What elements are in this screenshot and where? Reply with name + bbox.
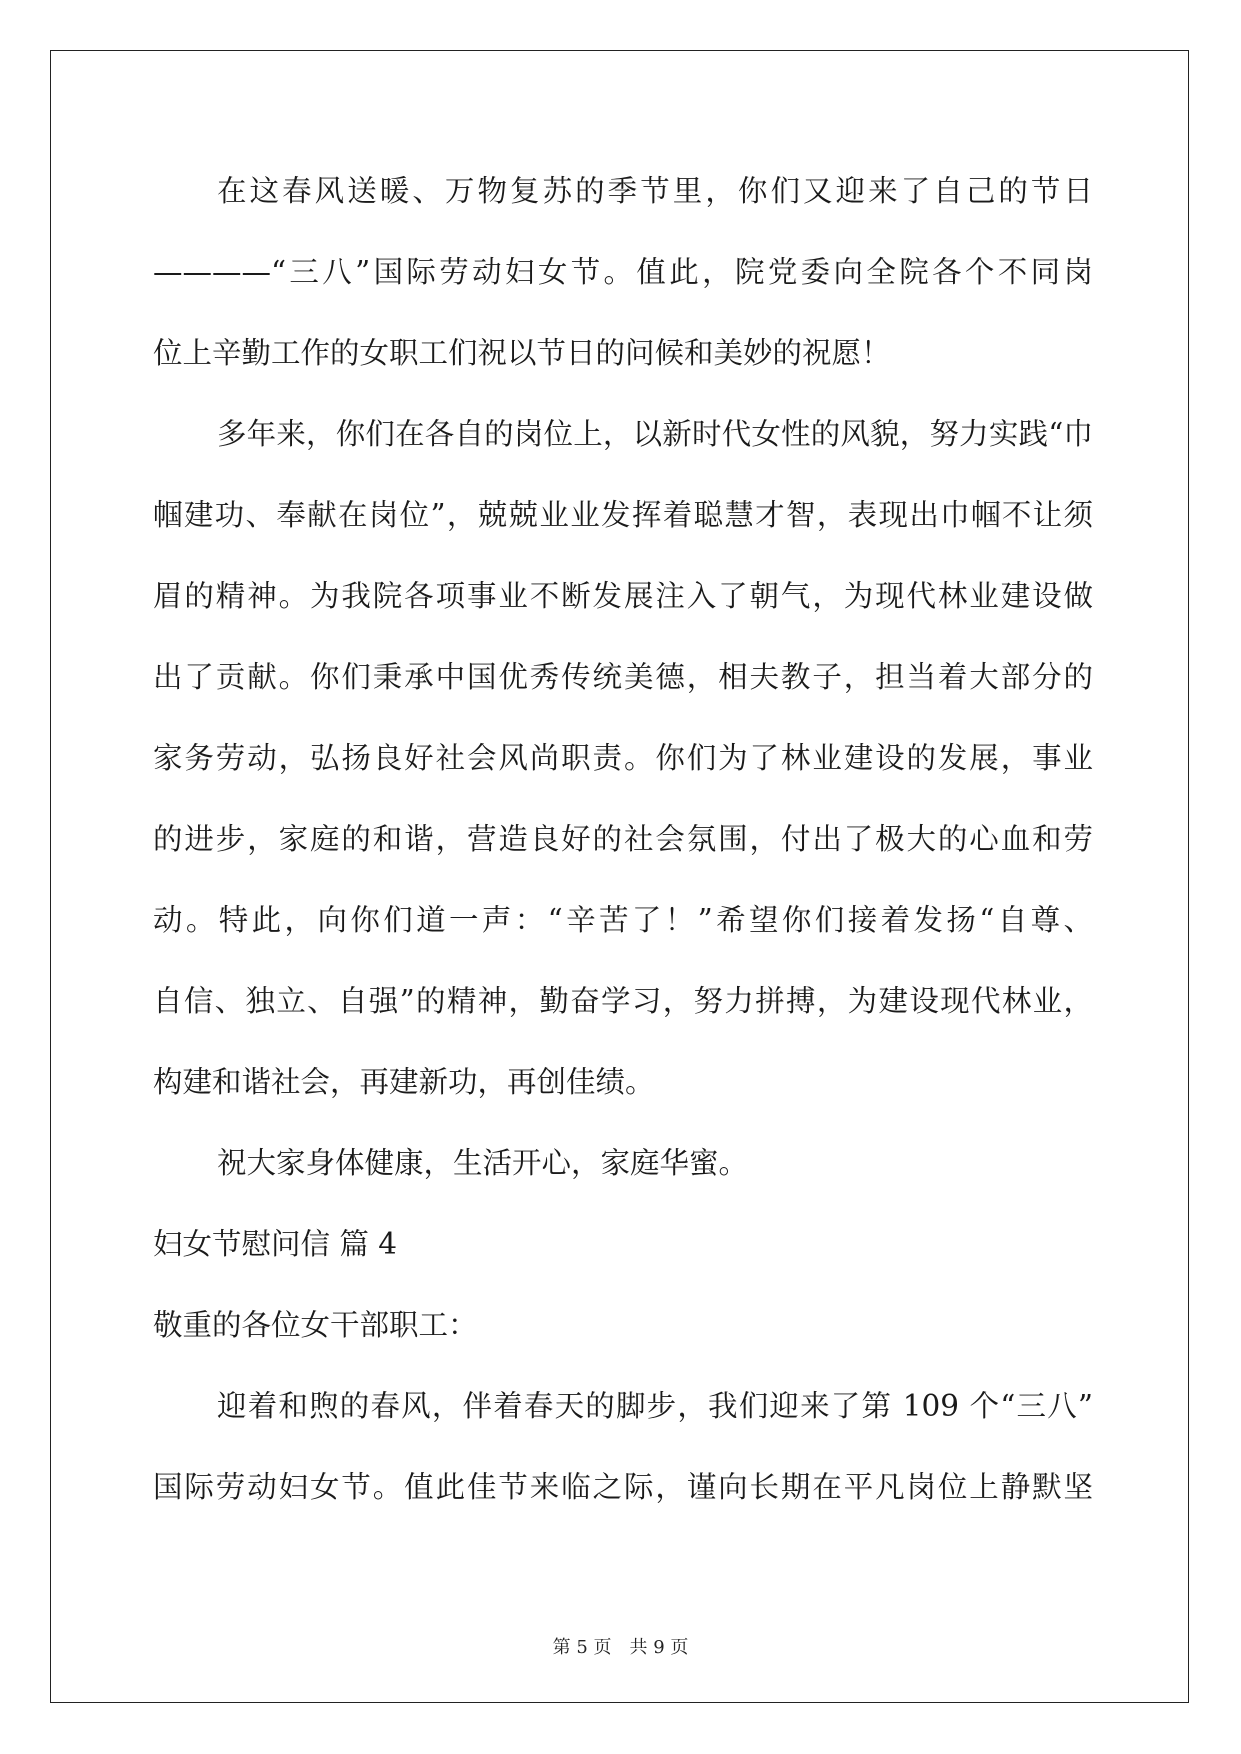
page-border [50, 50, 1189, 1703]
body-line: 在这春风送暖、万物复苏的季节里，你们又迎来了自己的节日 [217, 174, 1093, 208]
body-line: 国际劳动妇女节。值此佳节来临之际，谨向长期在平凡岗位上静默坚 [153, 1470, 1093, 1504]
body-line: 帼建功、奉献在岗位”，兢兢业业发挥着聪慧才智，表现出巾帼不让须 [153, 498, 1093, 532]
body-line: ————“三八”国际劳动妇女节。值此，院党委向全院各个不同岗 [153, 255, 1093, 289]
body-line: 动。特此，向你们道一声：“辛苦了！”希望你们接着发扬“自尊、 [153, 903, 1093, 937]
body-line: 眉的精神。为我院各项事业不断发展注入了朝气，为现代林业建设做 [153, 579, 1093, 613]
body-line: 构建和谐社会，再建新功，再创佳绩。 [153, 1065, 655, 1099]
body-line: 位上辛勤工作的女职工们祝以节日的问候和美妙的祝愿！ [153, 336, 891, 370]
body-line: 祝大家身体健康，生活开心，家庭华蜜。 [217, 1146, 749, 1180]
body-line: 出了贡献。你们秉承中国优秀传统美德，相夫教子，担当着大部分的 [153, 660, 1093, 694]
page-number-footer: 第 5 页 共 9 页 [552, 1637, 689, 1658]
body-line: 多年来，你们在各自的岗位上，以新时代女性的风貌，努力实践“巾 [217, 417, 1093, 451]
section-heading: 妇女节慰问信 篇 4 [153, 1227, 398, 1261]
body-line: 的进步，家庭的和谐，营造良好的社会氛围，付出了极大的心血和劳 [153, 822, 1093, 856]
body-line: 自信、独立、自强”的精神，勤奋学习，努力拼搏，为建设现代林业， [153, 984, 1093, 1018]
salutation: 敬重的各位女干部职工： [153, 1308, 478, 1342]
body-line: 家务劳动，弘扬良好社会风尚职责。你们为了林业建设的发展，事业 [153, 741, 1093, 775]
body-line: 迎着和煦的春风，伴着春天的脚步，我们迎来了第 109 个“三八” [217, 1389, 1093, 1423]
